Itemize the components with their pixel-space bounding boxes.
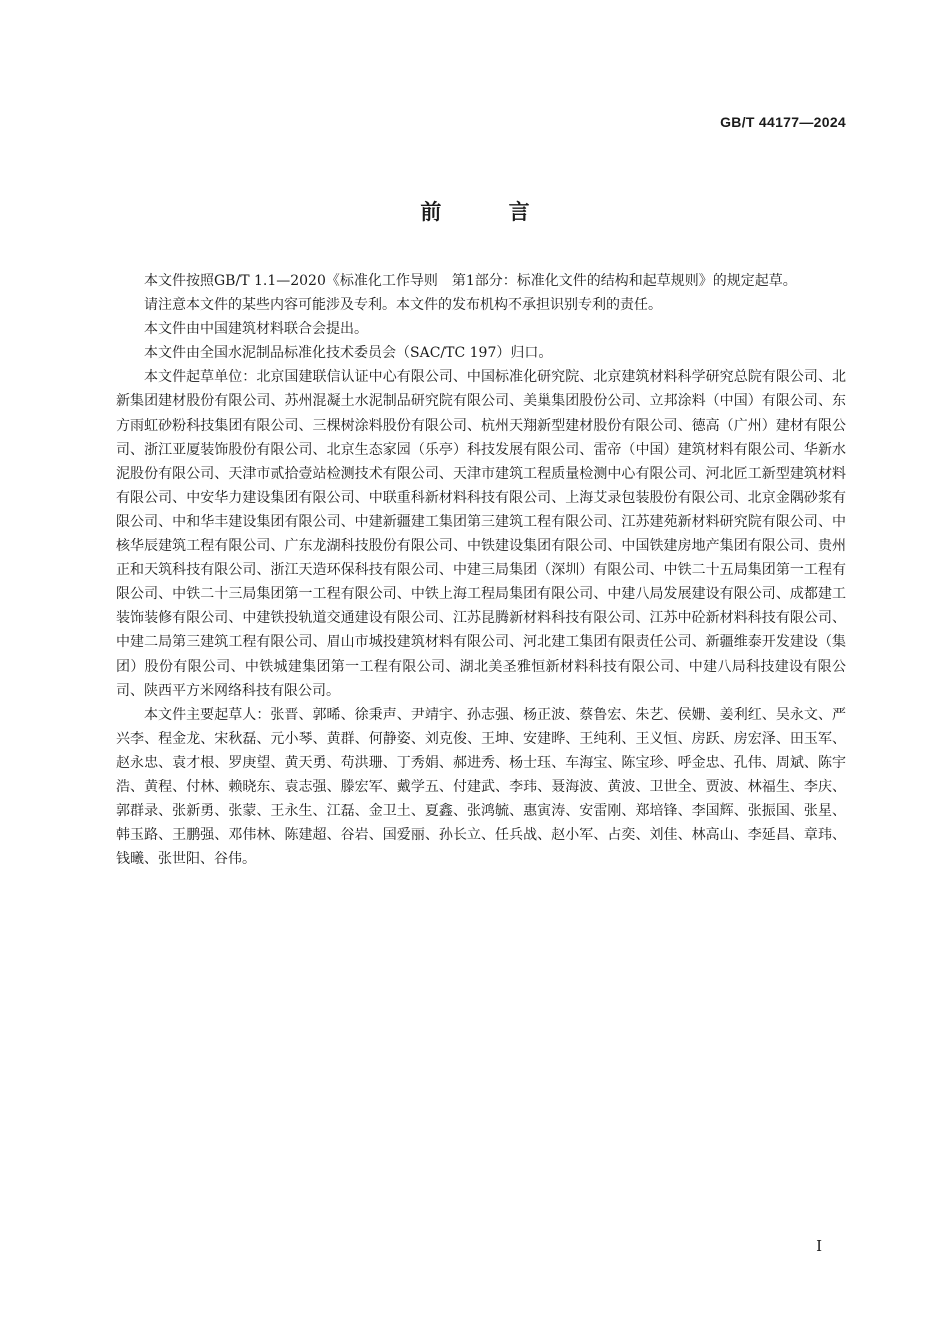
paragraph-technical-committee: 本文件由全国水泥制品标准化技术委员会（SAC/TC 197）归口。 <box>144 345 553 362</box>
paragraph-patent-notice: 请注意本文件的某些内容可能涉及专利。本文件的发布机构不承担识别专利的责任。 <box>144 297 662 314</box>
page-number: I <box>816 1237 822 1255</box>
standard-number: GB/T 44177—2024 <box>720 114 846 130</box>
document-body <box>116 269 846 871</box>
paragraph-proposer: 本文件由中国建筑材料联合会提出。 <box>144 321 368 338</box>
paragraph-drafting-rules: 本文件按照GB/T 1.1—2020《标准化工作导则 第1部分：标准化文件的结构和起草规则》的规定起草。 <box>144 273 797 289</box>
paragraph-drafters: 本文件主要起草人：张晋、郭晞、徐秉声、尹靖宇、孙志强、杨正波、蔡鲁宏、朱艺、侯姗、姜利红、吴永文、严兴李、程金龙、宋秋磊、元小琴、黄群、何静姿、刘克俊、王坤、安建晔、王纯利、王义恒、房跃、房宏泽、田玉军、赵永忠、袁才根、罗庚望、黄天勇、苟洪珊、丁秀娟、郝进秀、杨士珏、车海宝、陈宝珍、呼金忠、孔伟、周斌、陈宇浩、黄程、付林、赖晓东、袁志强、滕宏军、戴学五、付建武、李玮、聂海波、黄波、卫世全、贾波、林福生、李庆、郭群录、张新勇、张蒙、王永生、江磊、金卫土、夏鑫、张鸿毓、惠寅涛、安雷刚、郑培锋、李国辉、张振国、张星、韩玉路、王鹏强、邓伟林、陈建超、谷岩、国爱丽、孙长立、任兵战、赵小军、占奕、刘佳、林高山、李延昌、章玮、钱曦、张世阳、谷伟。 <box>116 706 846 868</box>
paragraph-drafting-units: 本文件起草单位：北京国建联信认证中心有限公司、中国标准化研究院、北京建筑材料科学研究总院有限公司、北新集团建材股份有限公司、苏州混凝土水泥制品研究院有限公司、美巢集团股份公司、立邦涂料（中国）有限公司、东方雨虹砂粉科技集团有限公司、三棵树涂料股份有限公司、杭州天翔新型建材股份有限公司、德高（广州）建材有限公司、浙江亚厦装饰股份有限公司、北京生态家园（乐亭）科技发展有限公司、雷帝（中国）建筑材料有限公司、华新水泥股份有限公司、天津市贰拾壹站检测技术有限公司、天津市建筑工程质量检测中心有限公司、河北匠工新型建筑材料有限公司、中安华力建设集团有限公司、中联重科新材料科技有限公司、上海艾录包装股份有限公司、北京金隅砂浆有限公司、中和华丰建设集团有限公司、中建新疆建工集团第三建筑工程有限公司、江苏建苑新材料研究院有限公司、中核华辰建筑工程有限公司、广东龙湖科技股份有限公司、中铁建设集团有限公司、中国铁建房地产集团有限公司、贵州正和天筑科技有限公司、浙江天造环保科技有限公司、中建三局集团（深圳）有限公司、中铁二十五局集团第一工程有限公司、中铁二十三局集团第一工程有限公司、中铁上海工程局集团有限公司、中建八局发展建设有限公司、成都建工装饰装修有限公司、中建铁投轨道交通建设有限公司、江苏昆腾新材料科技有限公司、江苏中砼新材料科技有限公司、中建二局第三建筑工程有限公司、眉山市城投建筑材料有限公司、河北建工集团有限责任公司、新疆维泰开发建设（集团）股份有限公司、中铁城建集团第一工程有限公司、湖北美圣雅恒新材料科技有限公司、中建八局科技建设有限公司、陕西平方米网络科技有限公司。 <box>116 369 846 699</box>
page-title: 前 言 <box>420 200 560 224</box>
